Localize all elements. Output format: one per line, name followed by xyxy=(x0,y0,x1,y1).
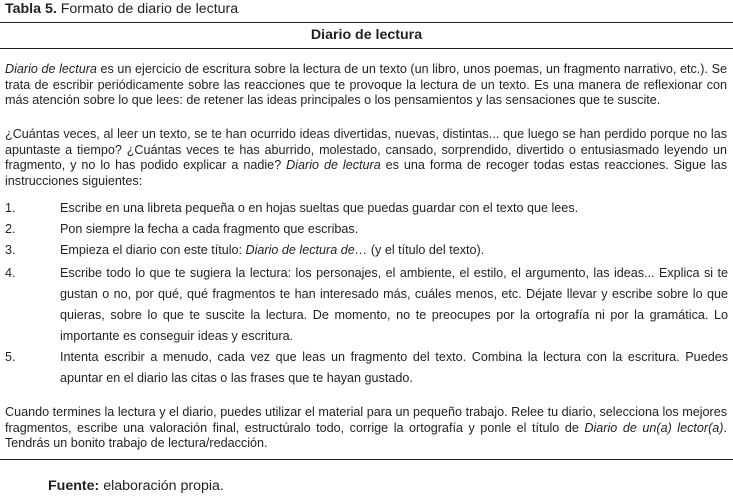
step-1-text: Escribe en una libreta pequeña o en hojas sueltas que puedas guardar con el texto que lees. xyxy=(60,201,579,215)
closing-text-before: Cuando termines la lectura y el diario, puedes utilizar el material para un pequeño trabajo. Relee tu diario, selecciona los mejores fragmentos, escribe una valoración final, estructúralo todo, corrige la ortografía y ponle el título de xyxy=(5,405,727,435)
source-note xyxy=(48,478,224,495)
closing-text-after: . Tendrás un bonito trabajo de lectura/redacción. xyxy=(5,420,727,450)
step-2-number: 2. xyxy=(5,222,16,236)
caption-title: Formato de diario de lectura xyxy=(60,1,239,17)
table-title: Diario de lectura xyxy=(310,27,423,43)
questions-text-before: ¿Cuántas veces, al leer un texto, se te han ocurrido ideas divertidas, nuevas, distintas... que luego se han perdido porque no las apuntaste a tiempo? ¿Cuántas veces te has aburrido, molestado, cansado, sorprendido, divertido o entusiasmado leyendo un fragmento, y no lo has podido explicar a nadie? xyxy=(5,127,727,172)
closing-italic: Diario de un(a) lector(a) xyxy=(584,420,724,435)
step-2-text: Pon siempre la fecha a cada fragmento que escribas. xyxy=(60,222,359,236)
step-3-text-before: Empieza el diario con este título: xyxy=(60,243,246,257)
step-4-text: Escribe todo lo que te sugiera la lectura: los personajes, el ambiente, el estilo, el argumento, las ideas... Explica si te gustan o no, por qué, qué fragmentos te han interesado más, cuáles menos, etc. Déjate llevar y escribe sobre lo que quieras, sobre lo que te suscite la lectura. De momento, no te preocupes por la ortografía ni por la gramática. Lo importante es conseguir ideas y escritura. xyxy=(60,266,728,343)
top-rule xyxy=(0,22,733,23)
source-text: elaboración propia. xyxy=(103,478,224,494)
closing-paragraph xyxy=(5,405,727,452)
intro-text: es un ejercicio de escritura sobre la lectura de un texto (un libro, unos poemas, un fragmento narrativo, etc.). Se trata de escribir periódicamente sobre las reacciones que te provoque la lectura de un texto. Es una manera de reflexionar con más atención sobre lo que lees: de retener las ideas principales o los pensamientos y las sensaciones que te suscite. xyxy=(5,62,727,107)
intro-paragraph xyxy=(5,62,727,109)
step-3-italic: Diario de lectura de… xyxy=(245,243,368,257)
intro-italic-lead: Diario de lectura xyxy=(5,62,97,76)
questions-italic: Diario de lectura xyxy=(286,158,381,172)
questions-paragraph xyxy=(5,127,727,189)
step-3-text xyxy=(60,240,728,261)
step-5-text: Intenta escribir a menudo, cada vez que leas un fragmento del texto. Combina la lectura con la escritura. Puedes apuntar en el diario las citas o las frases que te hayan gustado. xyxy=(60,350,728,385)
source-label: Fuente: xyxy=(48,478,100,494)
step-5-number: 5. xyxy=(5,350,16,364)
bottom-rule xyxy=(0,459,733,460)
caption-label: Tabla 5. xyxy=(5,1,57,17)
header-rule xyxy=(0,48,733,49)
step-1-number: 1. xyxy=(5,201,16,215)
step-3-number: 3. xyxy=(5,243,16,257)
step-3-text-after: (y el título del texto). xyxy=(367,243,485,257)
step-4-number: 4. xyxy=(5,266,16,280)
questions-text-after: es una forma de recoger todas estas reacciones. Sigue las instrucciones siguientes: xyxy=(5,158,727,188)
table-caption xyxy=(5,1,238,18)
